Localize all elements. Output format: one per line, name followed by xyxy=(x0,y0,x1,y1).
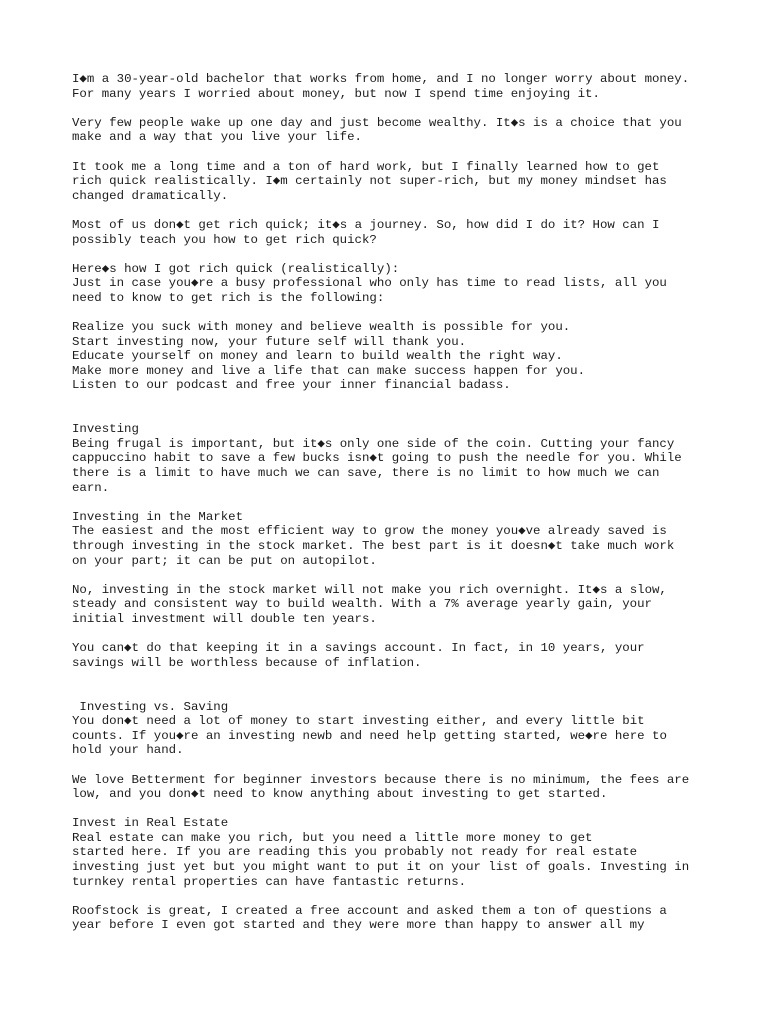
paragraph xyxy=(72,773,732,802)
text-line: earn. xyxy=(72,480,110,495)
paragraph xyxy=(72,641,732,670)
paragraph xyxy=(72,422,732,495)
paragraph-spacer xyxy=(72,393,732,422)
text-line: Realize you suck with money and believe wealth is possible for you. xyxy=(72,320,571,335)
paragraph-spacer xyxy=(72,203,732,218)
text-line: counts. If you◆re an investing newb and need help getting started, we◆re here to xyxy=(72,728,667,743)
text-line: hold your hand. xyxy=(72,743,184,758)
paragraph xyxy=(72,904,732,933)
text-line: Invest in Real Estate xyxy=(72,816,229,831)
paragraph-spacer xyxy=(72,758,732,773)
paragraph xyxy=(72,218,732,247)
text-line: Roofstock is great, I created a free account and asked them a ton of questions a xyxy=(72,903,667,918)
text-line: started here. If you are reading this you probably not ready for real estate xyxy=(72,845,638,860)
text-line: possibly teach you how to get rich quick? xyxy=(72,232,377,247)
paragraph xyxy=(72,72,732,101)
text-line: through investing in the stock market. The best part is it doesn◆t take much work xyxy=(72,539,675,553)
paragraph-spacer xyxy=(72,670,732,699)
paragraph-spacer xyxy=(72,627,732,642)
text-line: Being frugal is important, but it◆s only one side of the coin. Cutting your fancy xyxy=(72,436,675,451)
paragraph-spacer xyxy=(72,306,732,321)
paragraph xyxy=(72,160,732,204)
document-page xyxy=(72,72,732,933)
text-line: changed dramatically. xyxy=(72,188,229,203)
paragraph xyxy=(72,700,732,758)
paragraph xyxy=(72,816,732,889)
text-line: need to know to get rich is the following: xyxy=(72,290,385,305)
text-line: steady and consistent way to build wealth. With a 7% average yearly gain, your xyxy=(72,597,652,612)
text-line: investing just yet but you might want to put it on your list of goals. Investing in xyxy=(72,860,690,875)
text-line: Investing xyxy=(72,422,139,437)
text-line: It took me a long time and a ton of hard work, but I finally learned how to get xyxy=(72,159,660,174)
text-line: turnkey rental properties can have fantastic returns. xyxy=(72,874,467,889)
text-line: Real estate can make you rich, but you need a little more money to get xyxy=(72,830,593,845)
text-line: Investing in the Market xyxy=(72,509,244,524)
text-line: savings will be worthless because of inflation. xyxy=(72,655,422,670)
text-line: on your part; it can be put on autopilot. xyxy=(72,553,377,568)
text-line: No, investing in the stock market will not make you rich overnight. It◆s a slow, xyxy=(72,582,667,597)
paragraph-spacer xyxy=(72,247,732,262)
text-line: cappuccino habit to save a few bucks isn◆t going to push the needle for you. While xyxy=(72,451,682,466)
paragraph-spacer xyxy=(72,889,732,904)
paragraph xyxy=(72,262,732,306)
text-line: low, and you don◆t need to know anything about investing to get started. xyxy=(72,787,608,802)
paragraph-spacer xyxy=(72,802,732,817)
paragraph-spacer xyxy=(72,145,732,160)
text-line: You don◆t need a lot of money to start investing either, and every little bit xyxy=(72,714,645,729)
text-line: Start investing now, your future self will thank you. xyxy=(72,334,467,349)
paragraph xyxy=(72,320,732,393)
text-line: Educate yourself on money and learn to build wealth the right way. xyxy=(72,349,563,364)
paragraph-spacer xyxy=(72,568,732,583)
text-line: make and a way that you live your life. xyxy=(72,130,362,145)
text-line: For many years I worried about money, but now I spend time enjoying it. xyxy=(72,86,600,101)
text-line: I◆m a 30-year-old bachelor that works from home, and I no longer worry about money. xyxy=(72,72,690,86)
text-line: Very few people wake up one day and just become wealthy. It◆s is a choice that you xyxy=(72,115,682,130)
paragraph xyxy=(72,116,732,145)
text-line: Just in case you◆re a busy professional who only has time to read lists, all you xyxy=(72,276,667,291)
text-line: Listen to our podcast and free your inner financial badass. xyxy=(72,378,511,393)
text-line: initial investment will double ten years. xyxy=(72,611,377,626)
text-line: Most of us don◆t get rich quick; it◆s a journey. So, how did I do it? How can I xyxy=(72,217,660,232)
paragraph-spacer xyxy=(72,495,732,510)
paragraph-spacer xyxy=(72,101,732,116)
text-line: year before I even got started and they were more than happy to answer all my xyxy=(72,918,645,933)
text-line: We love Betterment for beginner investors because there is no minimum, the fees are xyxy=(72,772,690,787)
text-line: there is a limit to have much we can save, there is no limit to how much we can xyxy=(72,466,660,481)
paragraph xyxy=(72,510,732,568)
text-line: You can◆t do that keeping it in a savings account. In fact, in 10 years, your xyxy=(72,641,645,656)
text-line: Here◆s how I got rich quick (realistically): xyxy=(72,261,400,276)
text-line: The easiest and the most efficient way to grow the money you◆ve already saved is xyxy=(72,524,667,539)
text-line: Make more money and live a life that can make success happen for you. xyxy=(72,363,586,378)
text-line: rich quick realistically. I◆m certainly not super-rich, but my money mindset has xyxy=(72,174,667,189)
text-line: Investing vs. Saving xyxy=(72,699,229,714)
paragraph xyxy=(72,583,732,627)
